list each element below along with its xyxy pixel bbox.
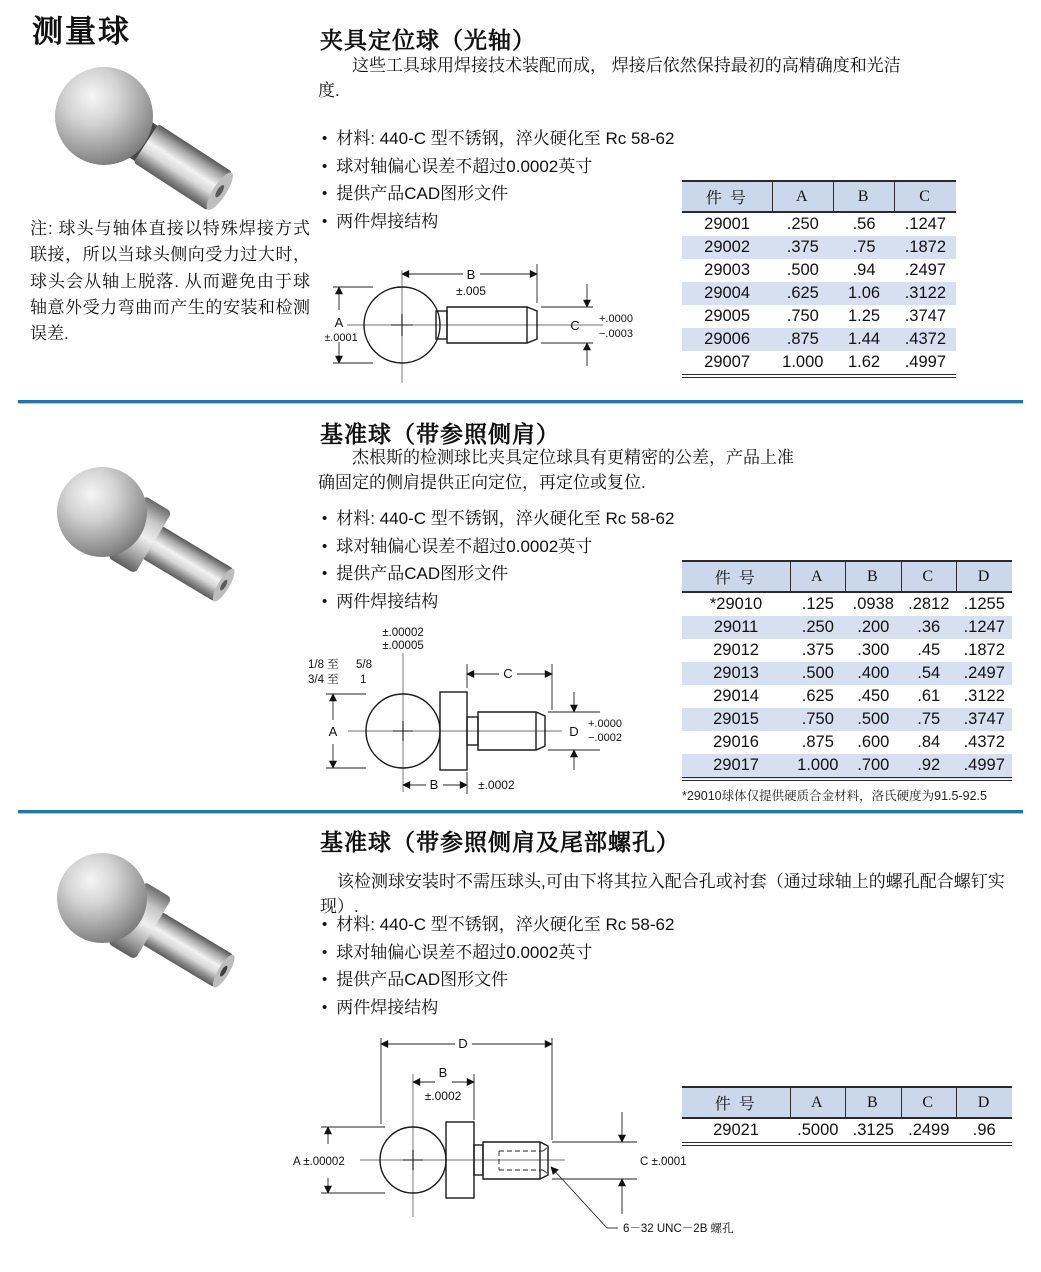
table-cell: .84 bbox=[917, 733, 941, 751]
table-cell: .125 bbox=[801, 595, 834, 613]
bullet-icon: • bbox=[322, 130, 328, 147]
table-cell: 1.000 bbox=[772, 351, 833, 376]
dim-label-a: A bbox=[328, 724, 338, 739]
table-row bbox=[682, 708, 1012, 731]
column-header: D bbox=[957, 1087, 1013, 1118]
table-footnote: *29010球体仅提供硬质合金材料，洛氏硬度为91.5-92.5 bbox=[682, 789, 987, 803]
bullet-icon: • bbox=[322, 916, 328, 933]
table-cell: .4372 bbox=[963, 733, 1005, 751]
bullet-icon: • bbox=[322, 537, 328, 555]
table-row bbox=[682, 351, 956, 376]
product-photo-plain-shank-ball bbox=[36, 50, 241, 220]
dim-tol-b: ±.0002 bbox=[478, 778, 515, 792]
table-cell: .94 bbox=[852, 261, 876, 279]
table-row bbox=[682, 282, 956, 305]
table-cell: .250 bbox=[786, 215, 819, 233]
bullet-icon: • bbox=[322, 510, 328, 527]
bullet-text: 提供产品CAD图形文件 bbox=[336, 184, 509, 203]
table-cell: .200 bbox=[857, 618, 890, 636]
spec-table bbox=[682, 1086, 1012, 1146]
table-cell: 29007 bbox=[682, 351, 772, 376]
bullet-item bbox=[322, 912, 742, 938]
dim-tol-a: ±.0001 bbox=[325, 332, 358, 344]
section-heading-shoulder: 基准球（带参照侧肩） bbox=[320, 421, 560, 447]
bullet-text: 球对轴偏心误差不超过0.0002英寸 bbox=[336, 536, 593, 556]
table-row bbox=[682, 328, 956, 351]
technical-drawing-tapped bbox=[285, 1032, 750, 1255]
table-cell: .300 bbox=[857, 641, 890, 659]
spec-table-plain-shank bbox=[682, 180, 956, 378]
table-cell: .45 bbox=[917, 641, 941, 659]
bullet-text: 提供产品CAD图形文件 bbox=[336, 970, 509, 989]
section-description: 这些工具球用焊接技术装配而成， 焊接后依然保持最初的高精确度和光洁度. bbox=[318, 56, 901, 100]
table-cell: .875 bbox=[801, 733, 834, 751]
spec-table-shoulder bbox=[682, 560, 1012, 804]
dim-label-d: D bbox=[458, 1036, 468, 1051]
table-cell: .400 bbox=[857, 664, 890, 682]
technical-drawing-shoulder bbox=[300, 622, 635, 812]
table-cell: .0938 bbox=[852, 595, 894, 613]
dim-label-d: D bbox=[569, 724, 579, 739]
dim-tol-b: ±.0002 bbox=[424, 1089, 462, 1103]
product-photo-shoulder-ball-tapped bbox=[36, 838, 246, 1003]
page-title: 测量球 bbox=[32, 14, 131, 49]
thread-note: 6－32 UNC－2B 螺孔 bbox=[623, 1223, 734, 1235]
bullet-item bbox=[322, 561, 742, 587]
range-2a: 3/4 至 bbox=[308, 674, 339, 686]
dim-tol-c-plus: +.0000 bbox=[599, 313, 633, 325]
product-photo-shoulder-ball bbox=[36, 452, 246, 617]
table-row bbox=[682, 1118, 1012, 1144]
table-cell: .750 bbox=[786, 307, 819, 325]
bullet-item bbox=[322, 154, 742, 180]
bullet-item bbox=[322, 126, 742, 152]
table-cell: .700 bbox=[846, 754, 901, 779]
table-cell: .75 bbox=[917, 710, 941, 728]
section-description: 该检测球安装时不需压球头,可由下将其拉入配合孔或衬套（通过球轴上的螺孔配合螺钉实现）. bbox=[320, 872, 1005, 916]
bullet-text: 球对轴偏心误差不超过0.0002英寸 bbox=[336, 942, 593, 962]
table-cell: 29017 bbox=[682, 754, 790, 779]
bullet-text: 两件焊接结构 bbox=[336, 997, 439, 1017]
table-cell: .54 bbox=[917, 664, 941, 682]
range-2b: 1 bbox=[360, 674, 367, 686]
note-text: 注: 球头与轴体直接以特殊焊接方式联接，所以当球头侧向受力过大时，球头会从轴上脱落. 从而避免由于球轴意外受力弯曲而产生的安装和检测误差. bbox=[30, 219, 310, 344]
column-header: A bbox=[772, 181, 833, 212]
table-row bbox=[682, 236, 956, 259]
column-header: B bbox=[846, 561, 901, 592]
table-cell: .1872 bbox=[963, 641, 1005, 659]
column-header: C bbox=[901, 1087, 956, 1118]
table-cell: .36 bbox=[917, 618, 941, 636]
spec-table bbox=[682, 560, 1012, 781]
table-cell: .375 bbox=[801, 641, 834, 659]
bullet-item bbox=[322, 967, 742, 993]
ball-tol-1: ±.00002 bbox=[382, 627, 424, 639]
bullet-text: 球对轴偏心误差不超过0.0002英寸 bbox=[336, 156, 593, 176]
table-cell: 29012 bbox=[713, 641, 759, 659]
header-row bbox=[682, 1087, 1012, 1118]
dim-label-c: C bbox=[570, 318, 580, 333]
table-cell: .625 bbox=[801, 687, 834, 705]
table-row bbox=[682, 616, 1012, 639]
section-heading-tapped: 基准球（带参照侧肩及尾部螺孔） bbox=[320, 829, 680, 855]
table-row bbox=[682, 212, 956, 236]
section-divider bbox=[18, 810, 1023, 814]
bullet-text: 材料: 440-C 型不锈钢，淬火硬化至 Rc 58-62 bbox=[336, 915, 675, 934]
table-cell: .2812 bbox=[908, 595, 950, 613]
dim-tol-c-minus: −.0003 bbox=[599, 328, 633, 340]
table-cell: .3125 bbox=[846, 1118, 901, 1144]
section-divider bbox=[18, 400, 1023, 404]
column-header: B bbox=[833, 181, 894, 212]
column-header: A bbox=[790, 1087, 845, 1118]
dim-label-b: B bbox=[429, 777, 439, 792]
table-cell: .500 bbox=[857, 710, 890, 728]
table-row bbox=[682, 259, 956, 282]
bullet-icon: • bbox=[322, 185, 328, 202]
table-cell: .1247 bbox=[904, 215, 946, 233]
table-cell: 29003 bbox=[704, 261, 751, 279]
bullet-text: 两件焊接结构 bbox=[336, 211, 439, 231]
table-cell: .1247 bbox=[963, 618, 1005, 636]
table-cell: .3122 bbox=[963, 687, 1005, 705]
bullet-item bbox=[322, 181, 742, 207]
table-cell: 1.62 bbox=[833, 351, 894, 376]
bullet-icon: • bbox=[322, 157, 328, 175]
table-cell: 1.25 bbox=[848, 307, 881, 325]
table-row bbox=[682, 305, 956, 328]
section-description: 杰根斯的检测球比夹具定位球具有更精密的公差，产品上准确固定的侧肩提供正向定位，再定位或复位. bbox=[318, 448, 794, 492]
spec-table bbox=[682, 180, 956, 378]
header-row bbox=[682, 561, 1012, 592]
table-cell: .600 bbox=[857, 733, 890, 751]
table-cell: 29016 bbox=[713, 733, 759, 751]
table-row bbox=[682, 592, 1012, 616]
table-cell: .3122 bbox=[904, 284, 946, 302]
column-header: 件 号 bbox=[682, 181, 772, 212]
column-header: C bbox=[895, 181, 956, 212]
table-cell: *29010 bbox=[709, 595, 763, 613]
bullet-item bbox=[322, 940, 742, 966]
table-cell: 29006 bbox=[704, 330, 751, 348]
table-cell: 29005 bbox=[704, 307, 751, 325]
bullet-icon: • bbox=[322, 592, 328, 610]
table-cell: .4997 bbox=[895, 351, 956, 376]
technical-drawing-plain-shank bbox=[325, 250, 660, 403]
table-cell: .2499 bbox=[901, 1118, 956, 1144]
bullet-text: 提供产品CAD图形文件 bbox=[336, 564, 509, 583]
table-row bbox=[682, 639, 1012, 662]
feature-list bbox=[322, 126, 742, 234]
table-row bbox=[682, 685, 1012, 708]
dim-label-a: A bbox=[334, 315, 344, 330]
spec-table-tapped bbox=[682, 1086, 1012, 1146]
table-cell: 29014 bbox=[713, 687, 759, 705]
table-cell: 29011 bbox=[713, 618, 759, 636]
table-cell: .4372 bbox=[904, 330, 946, 348]
bullet-icon: • bbox=[322, 998, 328, 1016]
column-header: A bbox=[790, 561, 845, 592]
table-cell: 29021 bbox=[682, 1118, 790, 1144]
table-cell: .375 bbox=[786, 238, 819, 256]
table-cell: .1255 bbox=[963, 595, 1005, 613]
column-header: 件 号 bbox=[682, 1087, 790, 1118]
feature-list bbox=[322, 912, 742, 1020]
table-cell: 29013 bbox=[713, 664, 759, 682]
table-cell: .2497 bbox=[904, 261, 946, 279]
table-row bbox=[682, 662, 1012, 685]
table-cell: .3747 bbox=[904, 307, 946, 325]
bullet-text: 材料: 440-C 型不锈钢，淬火硬化至 Rc 58-62 bbox=[336, 129, 675, 148]
table-cell: 29015 bbox=[713, 710, 759, 728]
table-cell: 29004 bbox=[704, 284, 751, 302]
section-heading-plain-shank: 夹具定位球（光轴） bbox=[320, 27, 536, 53]
table-cell: 1.000 bbox=[790, 754, 845, 779]
feature-list bbox=[322, 506, 742, 614]
table-cell: .92 bbox=[901, 754, 956, 779]
table-cell: .2497 bbox=[963, 664, 1005, 682]
dim-label-c: C ±.0001 bbox=[640, 1156, 687, 1168]
bullet-item bbox=[322, 506, 742, 532]
bullet-icon: • bbox=[322, 565, 328, 582]
dim-label-b: B bbox=[466, 267, 476, 282]
bullet-text: 两件焊接结构 bbox=[336, 591, 439, 611]
table-cell: .61 bbox=[917, 687, 941, 705]
bullet-icon: • bbox=[322, 943, 328, 961]
table-row bbox=[682, 754, 1012, 779]
table-cell: .5000 bbox=[790, 1118, 845, 1144]
table-cell: .3747 bbox=[963, 710, 1005, 728]
dim-label-a: A ±.00002 bbox=[293, 1156, 345, 1168]
column-header: 件 号 bbox=[682, 561, 790, 592]
bullet-item bbox=[322, 209, 742, 235]
table-cell: .625 bbox=[786, 284, 819, 302]
table-cell: .96 bbox=[957, 1118, 1013, 1144]
table-cell: 29002 bbox=[704, 238, 751, 256]
header-row bbox=[682, 181, 956, 212]
column-header: B bbox=[846, 1087, 901, 1118]
table-cell: .750 bbox=[801, 710, 834, 728]
dim-tol-d-plus: +.0000 bbox=[588, 718, 622, 730]
dim-tol-d-minus: −.0002 bbox=[588, 732, 622, 744]
bullet-item bbox=[322, 589, 742, 615]
table-cell: .450 bbox=[857, 687, 890, 705]
column-header: D bbox=[957, 561, 1013, 592]
table-cell: .75 bbox=[852, 238, 876, 256]
table-cell: .1872 bbox=[904, 238, 946, 256]
range-1a: 1/8 至 bbox=[308, 659, 339, 671]
dim-label-b: B bbox=[438, 1065, 448, 1080]
table-cell: 1.44 bbox=[848, 330, 881, 348]
bullet-icon: • bbox=[322, 971, 328, 988]
column-header: C bbox=[901, 561, 956, 592]
bullet-text: 材料: 440-C 型不锈钢，淬火硬化至 Rc 58-62 bbox=[336, 509, 675, 528]
bullet-icon: • bbox=[322, 212, 328, 230]
table-cell: .4997 bbox=[957, 754, 1013, 779]
table-cell: .56 bbox=[852, 215, 876, 233]
table-cell: 1.06 bbox=[848, 284, 881, 302]
range-1b: 5/8 bbox=[356, 659, 372, 671]
bullet-item bbox=[322, 995, 742, 1021]
table-cell: .250 bbox=[801, 618, 834, 636]
table-cell: .500 bbox=[801, 664, 834, 682]
table-cell: 29001 bbox=[704, 215, 751, 233]
table-cell: .875 bbox=[786, 330, 819, 348]
bullet-item bbox=[322, 534, 742, 560]
ball-tol-2: ±.00005 bbox=[382, 640, 424, 652]
table-row bbox=[682, 731, 1012, 754]
dim-tol-b: ±.005 bbox=[456, 284, 486, 298]
dim-label-c: C bbox=[503, 666, 513, 681]
table-cell: .500 bbox=[786, 261, 819, 279]
